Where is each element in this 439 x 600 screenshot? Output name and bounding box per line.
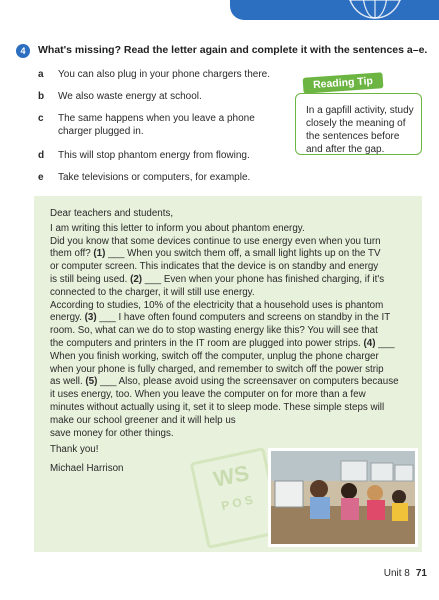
letter-line: Did you know that some devices continue to use energy even when you turn	[50, 235, 381, 247]
option-text: The same happens when you leave a phone charger plugged in.	[58, 113, 255, 137]
option-e	[38, 171, 288, 184]
option-letter: c	[38, 113, 44, 124]
letter-line: as well. (5) ___ Also, please avoid using the screensaver on computers because	[50, 376, 399, 388]
unit-label: Unit 8	[383, 568, 410, 579]
letter-line: room. So, what can we do to stop wasting energy like this? You will see that	[50, 325, 378, 337]
option-letter: b	[38, 91, 45, 102]
page-number: 71	[415, 568, 427, 579]
classroom-photo	[268, 448, 418, 547]
header-tab	[230, 0, 439, 20]
option-text: Take televisions or computers, for example.	[58, 172, 251, 183]
reading-tip-heading: Reading Tip	[303, 72, 384, 94]
gap-marker: (1)	[93, 248, 106, 260]
option-a	[38, 68, 288, 81]
letter-line: or computer screen. This indicates that the device is on standby and energy	[50, 261, 379, 273]
reading-tip-text: In a gapfill activity, study closely the meaning of the sentences before and after the gap.	[306, 105, 414, 155]
option-text: We also waste energy at school.	[58, 91, 202, 102]
letter-line: minutes without actually using it, set it to sleep mode. These simple steps will	[50, 401, 385, 413]
letter-body	[50, 208, 416, 478]
letter-line: energy. (3) ___ I have often found computers and screens on standby in the IT	[50, 312, 391, 324]
letter-line: the computers and printers in the IT room are plugged into power strips. (4) ___	[50, 337, 395, 349]
gap-marker: (2)	[130, 273, 143, 285]
option-letter: a	[38, 69, 44, 80]
option-text: This will stop phantom energy from flowing.	[58, 150, 250, 161]
letter-line: is still being used. (2) ___ Even when your phone has finished charging, if it's	[50, 273, 385, 285]
stamp-text-top: WS	[211, 460, 252, 492]
letter-line: connected to the charger, it will still use energy.	[50, 286, 255, 298]
reading-tip-box	[295, 93, 422, 155]
option-text: You can also plug in your phone chargers there.	[58, 69, 270, 80]
gap-marker: (5)	[85, 376, 98, 388]
gap-marker: (4)	[363, 337, 376, 349]
letter-line: According to studies, 10% of the electricity that a household uses is phantom	[50, 299, 384, 311]
letter-line: when your phone is fully charged, and remember to switch off the power strip	[50, 363, 384, 375]
page-footer	[384, 568, 427, 579]
letter-line: I am writing this letter to inform you about phantom energy.	[50, 222, 305, 234]
globe-icon	[335, 0, 415, 20]
option-c	[38, 112, 258, 138]
letter-line: them off? (1) ___ When you switch them off, a small light lights up on the TV	[50, 248, 381, 260]
letter-closing: Thank you!	[50, 444, 99, 456]
option-b	[38, 90, 288, 103]
question-prompt: What's missing? Read the letter again and complete it with the sentences a–e.	[38, 44, 428, 56]
option-letter: d	[38, 150, 45, 161]
option-d	[38, 149, 288, 162]
stamp-text-bottom: P O S	[220, 492, 255, 514]
letter-line: it uses energy, too. When you leave the computer on for more than a few	[50, 389, 366, 401]
option-letter: e	[38, 172, 44, 183]
letter-greeting: Dear teachers and students,	[50, 208, 174, 219]
letter-line: make our school greener and it will help us	[50, 414, 236, 426]
letter-line: When you finish working, switch off the computer, unplug the phone charger	[50, 350, 379, 362]
question-number: 4	[16, 44, 30, 58]
classroom-photo-illustration	[271, 451, 415, 544]
gap-marker: (3)	[84, 312, 97, 324]
letter-signature: Michael Harrison	[50, 463, 124, 475]
letter-line: save money for other things.	[50, 427, 174, 439]
